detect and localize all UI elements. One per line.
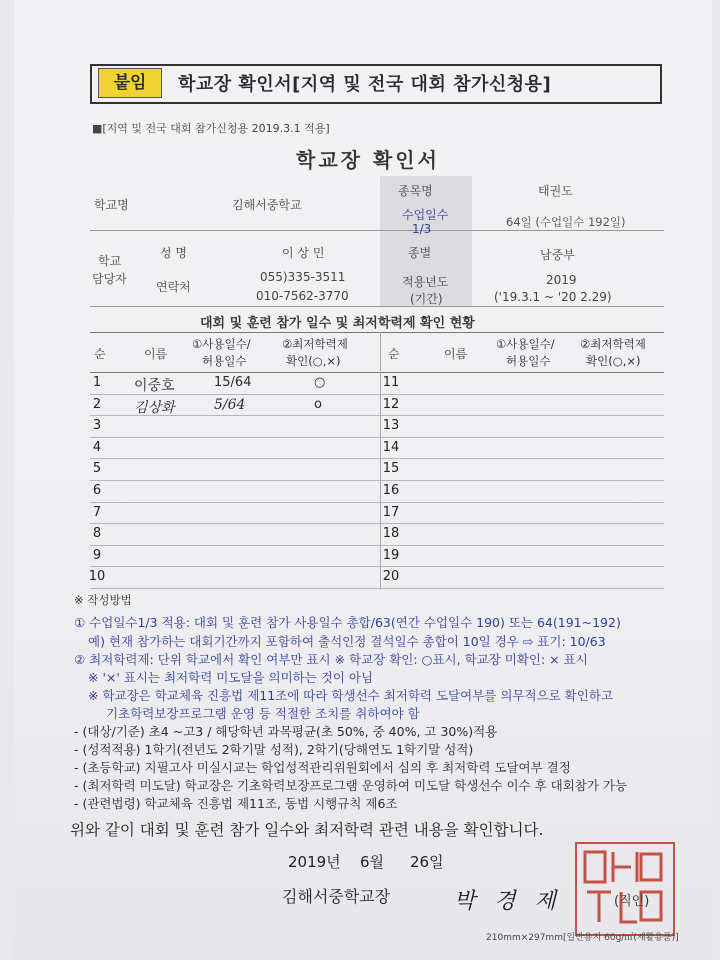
year-label-2: (기간) — [410, 292, 443, 306]
seal-label: (직인) — [614, 894, 650, 909]
method-title: ※ 작성방법 — [74, 593, 132, 607]
method-line-3: ② 최저학력제: 단위 학교에서 확인 여부만 표시 ※ 학교장 확인: ○표시, 학교장 미확인: × 표시 — [74, 652, 588, 667]
col-check-right-2: 확인(○,×) — [586, 354, 641, 368]
col-name-left: 이름 — [144, 347, 168, 361]
signature: 박 경 제 — [454, 889, 562, 914]
col-days-left-1: ①사용일수/ — [192, 337, 251, 351]
applicable-note: ■[지역 및 전국 대회 참가신청용 2019.3.1 적용] — [92, 122, 330, 135]
method-line-8: - (성적적용) 1학기(전년도 2학기말 성적), 2학기(당해연도 1학기말 성적) — [74, 742, 474, 757]
paper-size-note: 210mm×297mm[일반용지 60g/㎡(재활용품)] — [486, 933, 679, 943]
row-number: 2 — [92, 397, 102, 412]
method-line-5: ※ 학교장은 학교체육 진흥법 제11조에 따라 학생선수 최저학력 도달여부를 의무적으로 확인하고 — [88, 688, 613, 703]
principal-title: 김해서중학교장 — [282, 887, 391, 906]
row-divider — [90, 545, 664, 546]
participant-name: 이중호 — [134, 378, 175, 394]
row-number: 5 — [92, 461, 102, 476]
col-check-left-2: 확인(○,×) — [286, 354, 341, 368]
date-day: 26일 — [410, 853, 444, 871]
min-academic-check: ○ — [314, 375, 326, 390]
row-number: 3 — [92, 418, 102, 433]
method-line-9: - (초등학교) 지필고사 미실시교는 학업성적관리위원회에서 심의 후 최저학력 도달여부 결정 — [74, 760, 571, 775]
col-days-left-2: 허용일수 — [202, 354, 247, 368]
staff-label-1: 학교 — [98, 254, 122, 268]
row-divider — [90, 415, 664, 416]
table-header-line — [90, 372, 664, 373]
row-divider — [90, 437, 664, 438]
table-top-line — [90, 332, 664, 333]
attendance-value: 64일 (수업일수 192일) — [506, 215, 626, 229]
row-number: 1 — [92, 375, 102, 390]
row-number: 6 — [92, 483, 102, 498]
row-divider — [90, 480, 664, 481]
row-divider — [90, 394, 664, 395]
phone-office: 055)335-3511 — [260, 270, 346, 284]
row-number: 9 — [92, 548, 102, 563]
row-number: 10 — [88, 569, 106, 584]
seal-pattern-icon — [577, 844, 669, 930]
method-line-6: 기초학력보장프로그램 운영 등 적절한 조치를 취하여야 함 — [106, 706, 420, 721]
attendance-label-2: 1/3 — [412, 222, 432, 236]
school-value: 김해서중학교 — [232, 198, 302, 212]
row-number: 11 — [382, 375, 400, 390]
col-check-left-1: ②최저학력제 — [282, 337, 348, 351]
event-value: 태권도 — [538, 184, 573, 198]
confirmation-text: 위와 같이 대회 및 훈련 참가 일수와 최저학력 관련 내용을 확인합니다. — [70, 821, 544, 839]
row-number: 4 — [92, 440, 102, 455]
school-label: 학교명 — [94, 198, 129, 212]
official-seal — [575, 842, 675, 936]
attendance-label-1: 수업일수 — [402, 208, 449, 222]
method-line-1: ① 수업일수1/3 적용: 대회 및 훈련 참가 사용일수 총합/63(연간 수업일수 190) 또는 64(191~192) — [74, 615, 621, 630]
method-line-10: - (최저학력 미도달) 학교장은 기초학력보장프로그램 운영하여 미도달 학생선수 이수 후 대회참가 가능 — [74, 778, 628, 793]
row-number: 13 — [382, 418, 400, 433]
method-line-2: 예) 현재 참가하는 대회기간까지 포함하여 출석인정 결석일수 총합이 10일 경우 ⇨ 표기: 10/63 — [88, 634, 606, 649]
row-number: 14 — [382, 440, 400, 455]
days-used: 15/64 — [214, 375, 252, 390]
col-check-right-1: ②최저학력제 — [580, 337, 646, 351]
gender-value: 남중부 — [540, 248, 575, 262]
date-year: 2019년 — [288, 853, 341, 871]
row-divider — [90, 588, 664, 589]
row-number: 17 — [382, 505, 400, 520]
row-number: 20 — [382, 569, 400, 584]
min-academic-check: o — [314, 397, 322, 412]
row-number: 8 — [92, 526, 102, 541]
name-label: 성 명 — [160, 246, 187, 260]
row-number: 19 — [382, 548, 400, 563]
period-value: ('19.3.1 ~ '20 2.29) — [494, 290, 612, 304]
info-bottom-line — [90, 306, 664, 307]
col-days-right-1: ①사용일수/ — [496, 337, 555, 351]
attachment-tag: 붙임 — [98, 68, 162, 98]
method-line-11: - (관련법령) 학교체육 진흥법 제11조, 동법 시행규칙 제6조 — [74, 796, 398, 811]
year-value: 2019 — [546, 273, 577, 287]
contact-label: 연락처 — [156, 280, 191, 294]
row-number: 16 — [382, 483, 400, 498]
date-month: 6월 — [360, 853, 385, 871]
row-number: 15 — [382, 461, 400, 476]
col-days-right-2: 허용일수 — [506, 354, 551, 368]
row-number: 18 — [382, 526, 400, 541]
row-divider — [90, 458, 664, 459]
year-label-1: 적용년도 — [402, 275, 449, 289]
col-no-right: 순 — [388, 347, 400, 361]
row-number: 12 — [382, 397, 400, 412]
staff-label-2: 담당자 — [92, 272, 127, 286]
method-line-4: ※ '×' 표시는 최저학력 미도달을 의미하는 것이 아님 — [88, 670, 374, 685]
row-divider — [90, 502, 664, 503]
event-label: 종목명 — [398, 184, 433, 198]
row-divider — [90, 566, 664, 567]
document-title: 학교장 확인서 — [296, 148, 440, 172]
method-line-7: - (대상/기준) 초4 ~고3 / 해당학년 과목평균(초 50%, 중 40%, 고 30%)적용 — [74, 724, 498, 739]
col-name-right: 이름 — [444, 347, 468, 361]
phone-mobile: 010-7562-3770 — [256, 289, 349, 303]
days-used: 5/64 — [214, 397, 246, 413]
name-value: 이 상 민 — [282, 246, 325, 260]
row-number: 7 — [92, 505, 102, 520]
row-divider — [90, 523, 664, 524]
header-title: 학교장 확인서[지역 및 전국 대회 참가신청용] — [178, 74, 552, 95]
section-title: 대회 및 훈련 참가 일수 및 최저학력제 확인 현황 — [200, 316, 475, 331]
participant-name: 김상화 — [134, 400, 175, 416]
gender-label: 종별 — [408, 246, 432, 260]
info-divider — [90, 230, 664, 231]
col-no-left: 순 — [94, 347, 106, 361]
